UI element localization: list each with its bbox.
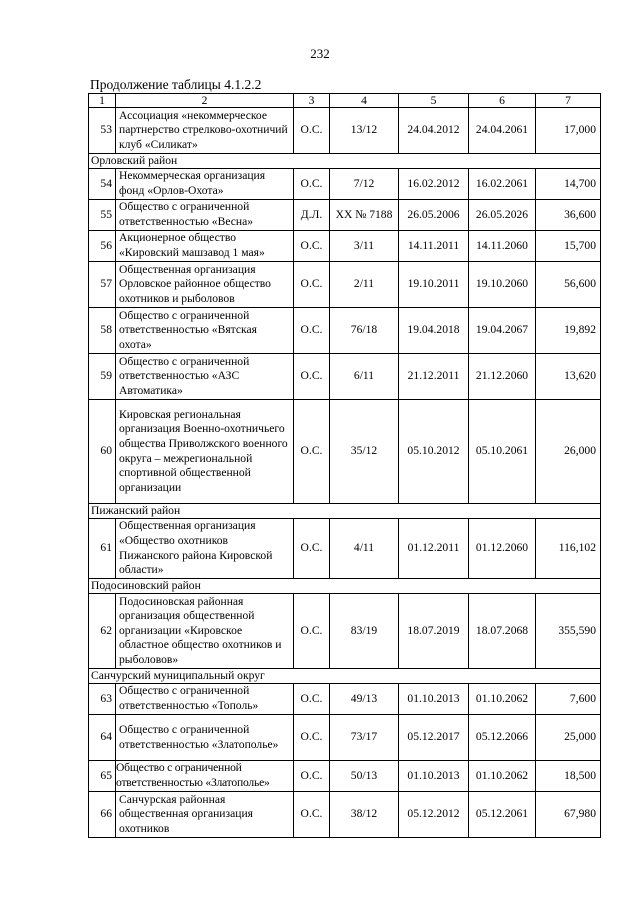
table-row <box>89 308 601 354</box>
organization-name: Общество с ограниченной ответственностью «Златополье» <box>116 761 294 792</box>
end-date: 05.12.2066 <box>469 715 536 761</box>
start-date: 16.02.2012 <box>399 169 469 200</box>
start-date: 05.12.2012 <box>399 792 469 838</box>
area-value: 36,600 <box>536 200 601 231</box>
registration-number: 49/13 <box>330 684 399 715</box>
document-type: О.С. <box>294 715 330 761</box>
column-header: 5 <box>399 94 469 108</box>
start-date: 19.04.2018 <box>399 308 469 354</box>
document-type: О.С. <box>294 792 330 838</box>
column-header: 7 <box>536 94 601 108</box>
district-label: Санчурский муниципальный округ <box>89 669 601 684</box>
end-date: 01.10.2062 <box>469 684 536 715</box>
column-header: 6 <box>469 94 536 108</box>
registration-number: 35/12 <box>330 400 399 504</box>
start-date: 18.07.2019 <box>399 594 469 669</box>
table-row <box>89 684 601 715</box>
table-body <box>89 108 601 838</box>
table-row <box>89 715 601 761</box>
document-type: О.С. <box>294 262 330 308</box>
column-header: 1 <box>89 94 116 108</box>
end-date: 05.10.2061 <box>469 400 536 504</box>
document-type: Д.Л. <box>294 200 330 231</box>
organization-name: Акционерное общество «Кировский машзавод 1 мая» <box>116 231 294 262</box>
row-number: 65 <box>89 761 116 792</box>
row-number: 66 <box>89 792 116 838</box>
column-header: 2 <box>116 94 294 108</box>
registration-number: 2/11 <box>330 262 399 308</box>
row-number: 59 <box>89 354 116 400</box>
table-row <box>89 200 601 231</box>
registration-number: 38/12 <box>330 792 399 838</box>
end-date: 21.12.2060 <box>469 354 536 400</box>
end-date: 19.10.2060 <box>469 262 536 308</box>
document-type: О.С. <box>294 354 330 400</box>
document-type: О.С. <box>294 400 330 504</box>
registration-number: XX № 7188 <box>330 200 399 231</box>
organization-name: Общество с ограниченной ответственностью «Тополь» <box>116 684 294 715</box>
document-type: О.С. <box>294 231 330 262</box>
document-type: О.С. <box>294 594 330 669</box>
area-value: 56,600 <box>536 262 601 308</box>
area-value: 116,102 <box>536 519 601 579</box>
row-number: 55 <box>89 200 116 231</box>
area-value: 15,700 <box>536 231 601 262</box>
organization-name: Общественная организация Орловское районное общество охотников и рыболовов <box>116 262 294 308</box>
table-row <box>89 519 601 579</box>
document-type: О.С. <box>294 308 330 354</box>
page-number: 232 <box>310 46 330 61</box>
area-value: 355,590 <box>536 594 601 669</box>
registration-number: 6/11 <box>330 354 399 400</box>
table-row <box>89 231 601 262</box>
start-date: 01.12.2011 <box>399 519 469 579</box>
start-date: 05.10.2012 <box>399 400 469 504</box>
column-number-row <box>89 94 601 108</box>
registration-number: 83/19 <box>330 594 399 669</box>
area-value: 7,600 <box>536 684 601 715</box>
table-row <box>89 594 601 669</box>
end-date: 16.02.2061 <box>469 169 536 200</box>
district-label: Пижанский район <box>89 504 601 519</box>
registration-number: 76/18 <box>330 308 399 354</box>
row-number: 56 <box>89 231 116 262</box>
end-date: 19.04.2067 <box>469 308 536 354</box>
end-date: 01.12.2060 <box>469 519 536 579</box>
district-row <box>89 579 601 594</box>
row-number: 57 <box>89 262 116 308</box>
start-date: 05.12.2017 <box>399 715 469 761</box>
column-header: 4 <box>330 94 399 108</box>
organization-name: Некоммерческая организация фонд «Орлов-Охота» <box>116 169 294 200</box>
start-date: 01.10.2013 <box>399 684 469 715</box>
organization-name: Санчурская районная общественная организация охотников <box>116 792 294 838</box>
start-date: 19.10.2011 <box>399 262 469 308</box>
table-row <box>89 108 601 154</box>
document-type: О.С. <box>294 761 330 792</box>
area-value: 17,000 <box>536 108 601 154</box>
registration-number: 4/11 <box>330 519 399 579</box>
area-value: 18,500 <box>536 761 601 792</box>
area-value: 67,980 <box>536 792 601 838</box>
district-row <box>89 669 601 684</box>
table-row <box>89 400 601 504</box>
start-date: 14.11.2011 <box>399 231 469 262</box>
start-date: 24.04.2012 <box>399 108 469 154</box>
end-date: 01.10.2062 <box>469 761 536 792</box>
table-row <box>89 262 601 308</box>
district-row <box>89 154 601 169</box>
table-caption: Продолжение таблицы 4.1.2.2 <box>90 77 262 92</box>
registration-number: 13/12 <box>330 108 399 154</box>
row-number: 58 <box>89 308 116 354</box>
start-date: 26.05.2006 <box>399 200 469 231</box>
area-value: 14,700 <box>536 169 601 200</box>
registration-number: 73/17 <box>330 715 399 761</box>
hunting-grounds-table <box>88 93 601 838</box>
table-row <box>89 792 601 838</box>
document-type: О.С. <box>294 519 330 579</box>
district-row <box>89 504 601 519</box>
row-number: 53 <box>89 108 116 154</box>
document-type: О.С. <box>294 169 330 200</box>
organization-name: Подосиновская районная организация общественной организации «Кировское областное общество охотников и рыболовов» <box>116 594 294 669</box>
organization-name: Ассоциация «некоммерческое партнерство стрелково-охотничий клуб «Силикат» <box>116 108 294 154</box>
organization-name: Общество с ограниченной ответственностью «Златополье» <box>116 715 294 761</box>
document-type: О.С. <box>294 108 330 154</box>
row-number: 62 <box>89 594 116 669</box>
organization-name: Кировская региональная организация Военно-охотничьего общества Приволжского военного округа – межрегиональной спортивной общественной организации <box>116 400 294 504</box>
column-header: 3 <box>294 94 330 108</box>
table-row <box>89 761 601 792</box>
row-number: 64 <box>89 715 116 761</box>
row-number: 61 <box>89 519 116 579</box>
area-value: 26,000 <box>536 400 601 504</box>
registration-number: 3/11 <box>330 231 399 262</box>
start-date: 21.12.2011 <box>399 354 469 400</box>
registration-number: 7/12 <box>330 169 399 200</box>
end-date: 26.05.2026 <box>469 200 536 231</box>
table-row <box>89 169 601 200</box>
end-date: 18.07.2068 <box>469 594 536 669</box>
district-label: Подосиновский район <box>89 579 601 594</box>
organization-name: Общество с ограниченной ответственностью «Вятская охота» <box>116 308 294 354</box>
registration-number: 50/13 <box>330 761 399 792</box>
row-number: 63 <box>89 684 116 715</box>
district-label: Орловский район <box>89 154 601 169</box>
row-number: 54 <box>89 169 116 200</box>
end-date: 14.11.2060 <box>469 231 536 262</box>
area-value: 19,892 <box>536 308 601 354</box>
area-value: 13,620 <box>536 354 601 400</box>
organization-name: Общественная организация «Общество охотников Пижанского района Кировской области» <box>116 519 294 579</box>
organization-name: Общество с ограниченной ответственностью «АЗС Автоматика» <box>116 354 294 400</box>
start-date: 01.10.2013 <box>399 761 469 792</box>
document-type: О.С. <box>294 684 330 715</box>
area-value: 25,000 <box>536 715 601 761</box>
end-date: 24.04.2061 <box>469 108 536 154</box>
organization-name: Общество с ограниченной ответственностью «Весна» <box>116 200 294 231</box>
row-number: 60 <box>89 400 116 504</box>
table-row <box>89 354 601 400</box>
end-date: 05.12.2061 <box>469 792 536 838</box>
